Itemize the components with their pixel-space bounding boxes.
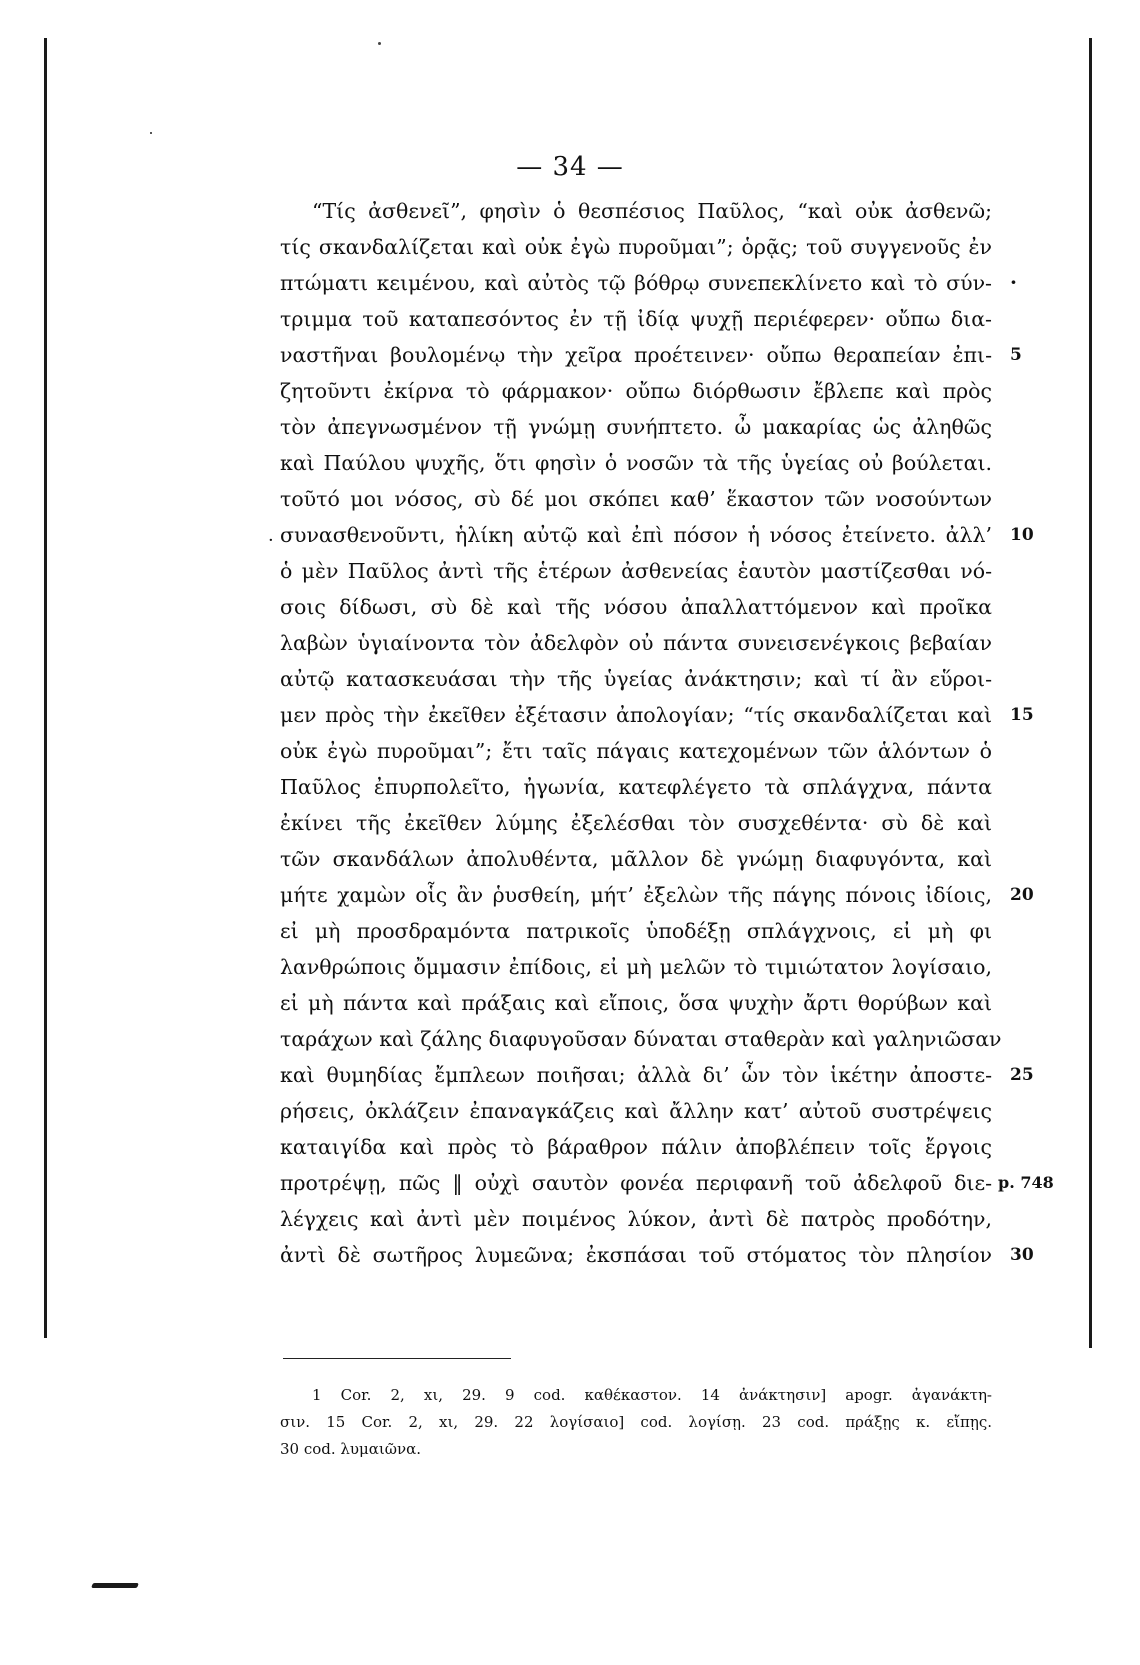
scan-speck	[378, 42, 381, 45]
text-line: τῶν σκανδάλων ἀπολυθέντα, μᾶλλον δὲ γνώμῃ διαφυγόντα, καὶ	[280, 847, 992, 871]
margin-line-number: 30	[1010, 1245, 1034, 1265]
text-line: πτώματι κειμένου, καὶ αὐτὸς τῷ βόθρῳ συνεπεκλίνετο καὶ τὸ σύν-	[280, 271, 992, 295]
footnote-line: σιν. 15 Cor. 2, xι, 29. 22 λογίσαιο] cod. λογίσῃ. 23 cod. πράξῃς κ. εἴπῃς.	[280, 1413, 992, 1431]
text-line: σοις δίδωσι, σὺ δὲ καὶ τῆς νόσου ἀπαλλαττόμενον καὶ προῖκα	[280, 595, 992, 619]
text-line: ναστῆναι βουλομένῳ τὴν χεῖρα προέτεινεν· οὔπω θεραπείαν ἐπι-	[280, 343, 992, 367]
text-line: τίς σκανδαλίζεται καὶ οὐκ ἐγὼ πυροῦμαι”; ὁρᾷς; τοῦ συγγενοῦς ἐν	[280, 235, 992, 259]
margin-line-number: 5	[1010, 345, 1022, 365]
text-line: ταράχων καὶ ζάλης διαφυγοῦσαν δύναται σταθερὰν καὶ γαληνιῶσαν	[280, 1027, 1002, 1051]
scan-left-edge	[44, 38, 47, 1338]
text-line: προτρέψῃ, πῶς ‖ οὐχὶ σαυτὸν φονέα περιφανῆ τοῦ ἀδελφοῦ διε-	[280, 1171, 992, 1195]
text-line: λέγχεις καὶ ἀντὶ μὲν ποιμένος λύκον, ἀντὶ δὲ πατρὸς προδότην,	[280, 1207, 992, 1231]
footnote-line: 1 Cor. 2, xι, 29. 9 cod. καθέκαστον. 14 ἀνάκτησιν] apogr. ἀγανάκτη-	[312, 1386, 992, 1404]
text-line: οὐκ ἐγὼ πυροῦμαι”; ἔτι ταῖς πάγαις κατεχομένων τῶν ἁλόντων ὁ	[280, 739, 992, 763]
scan-mark	[91, 1583, 139, 1588]
text-line: ζητοῦντι ἐκίρνα τὸ φάρμακον· οὔπω διόρθωσιν ἔβλεπε καὶ πρὸς	[280, 379, 992, 403]
text-line: εἰ μὴ προσδραμόντα πατρικοῖς ὑποδέξῃ σπλάγχνοις, εἰ μὴ φι	[280, 919, 992, 943]
margin-page-reference: p. 748	[998, 1173, 1054, 1192]
footnote-rule	[283, 1358, 511, 1359]
text-line: καὶ Παύλου ψυχῆς, ὅτι φησὶν ὁ νοσῶν τὰ τῆς ὑγείας οὐ βούλεται.	[280, 451, 992, 475]
text-line: ὁ μὲν Παῦλος ἀντὶ τῆς ἑτέρων ἀσθενείας ἑαυτὸν μαστίζεσθαι νό-	[280, 559, 992, 583]
margin-dot: ·	[268, 530, 274, 551]
text-line: λαβὼν ὑγιαίνοντα τὸν ἀδελφὸν οὐ πάντα συνεισενέγκοις βεβαίαν	[280, 631, 992, 655]
text-line: εἰ μὴ πάντα καὶ πράξαις καὶ εἴποις, ὅσα ψυχὴν ἄρτι θορύβων καὶ	[280, 991, 992, 1015]
scan-speck	[150, 132, 152, 134]
margin-line-number: 15	[1010, 705, 1034, 725]
text-line: καὶ θυμηδίας ἔμπλεων ποιῆσαι; ἀλλὰ δι’ ὧν τὸν ἱκέτην ἀποστε-	[280, 1063, 992, 1087]
text-line: ρήσεις, ὀκλάζειν ἐπαναγκάζεις καὶ ἄλλην κατ’ αὐτοῦ συστρέψεις	[280, 1099, 992, 1123]
text-line: μήτε χαμὼν οἷς ἂν ῥυσθείη, μήτ’ ἐξελὼν τῆς πάγης πόνοις ἰδίοις,	[280, 883, 992, 907]
text-line: μεν πρὸς τὴν ἐκεῖθεν ἐξέτασιν ἀπολογίαν; “τίς σκανδαλίζεται καὶ	[280, 703, 992, 727]
scan-right-edge	[1089, 38, 1092, 1348]
text-line: ἀντὶ δὲ σωτῆρος λυμεῶνα; ἐκσπάσαι τοῦ στόματος τὸν πλησίον	[280, 1243, 992, 1267]
text-line: καταιγίδα καὶ πρὸς τὸ βάραθρον πάλιν ἀποβλέπειν τοῖς ἔργοις	[280, 1135, 992, 1159]
text-line: Παῦλος ἐπυρπολεῖτο, ἠγωνία, κατεφλέγετο τὰ σπλάγχνα, πάντα	[280, 775, 992, 799]
text-line: τὸν ἀπεγνωσμένον τῇ γνώμῃ συνήπτετο. ὦ μακαρίας ὡς ἀληθῶς	[280, 415, 992, 439]
margin-dot: ·	[1010, 270, 1017, 294]
margin-line-number: 25	[1010, 1065, 1034, 1085]
text-line: τριμμα τοῦ καταπεσόντος ἐν τῇ ἰδίᾳ ψυχῇ περιέφερεν· οὔπω δια-	[280, 307, 992, 331]
margin-line-number: 20	[1010, 885, 1034, 905]
page-number: — 34 —	[516, 152, 624, 182]
footnote-line: 30 cod. λυμαιῶνα.	[280, 1440, 422, 1458]
margin-line-number: 10	[1010, 525, 1034, 545]
text-line: συνασθενοῦντι, ἡλίκη αὐτῷ καὶ ἐπὶ πόσον ἡ νόσος ἐτείνετο. ἀλλ’	[280, 523, 992, 547]
text-line: “Τίς ἀσθενεῖ”, φησὶν ὁ θεσπέσιος Παῦλος, “καὶ οὐκ ἀσθενῶ;	[312, 199, 992, 223]
text-line: ἐκίνει τῆς ἐκεῖθεν λύμης ἐξελέσθαι τὸν συσχεθέντα· σὺ δὲ καὶ	[280, 811, 992, 835]
text-line: αὐτῷ κατασκευάσαι τὴν τῆς ὑγείας ἀνάκτησιν; καὶ τί ἂν εὕροι-	[280, 667, 992, 691]
text-line: λανθρώποις ὄμμασιν ἐπίδοις, εἰ μὴ μελῶν τὸ τιμιώτατον λογίσαιο,	[280, 955, 992, 979]
text-line: τοῦτό μοι νόσος, σὺ δέ μοι σκόπει καθ’ ἕκαστον τῶν νοσούντων	[280, 487, 992, 511]
